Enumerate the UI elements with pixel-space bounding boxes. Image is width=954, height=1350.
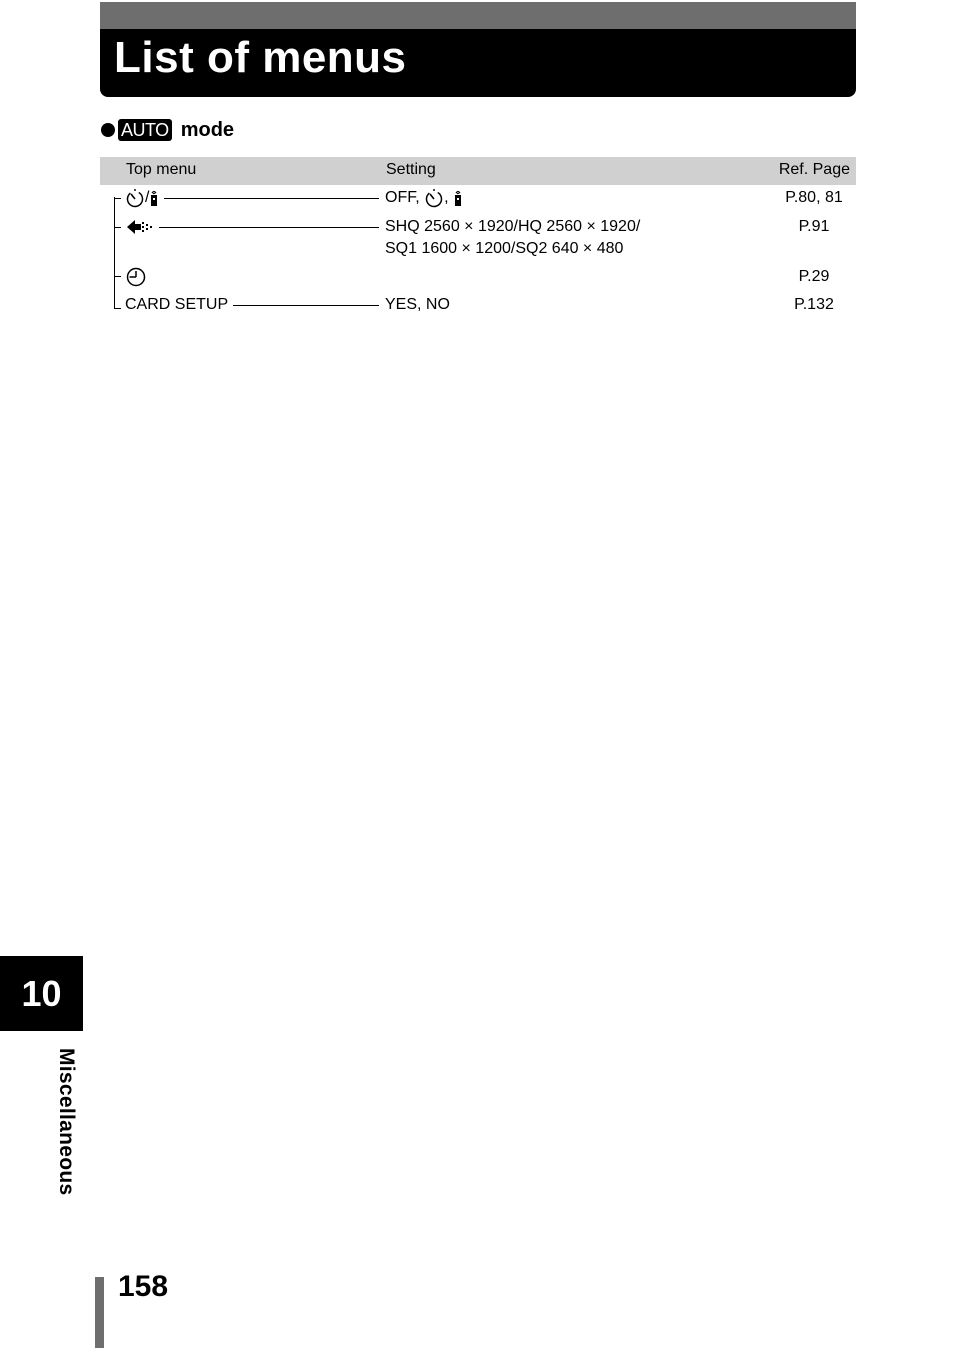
row-card-setup-menu: CARD SETUP	[125, 296, 229, 313]
clock-icon	[125, 266, 147, 288]
tree-tick	[114, 198, 121, 199]
leader-line	[159, 227, 379, 228]
icon-separator: /	[145, 189, 150, 206]
remote-control-icon	[453, 188, 463, 208]
mode-label: mode	[180, 118, 235, 141]
page-title: List of menus	[114, 33, 407, 82]
tree-vertical-line	[114, 197, 115, 309]
self-timer-icon	[424, 188, 444, 208]
leader-line	[164, 198, 379, 199]
ref-page-record-mode: P.91	[798, 218, 830, 235]
row-record-mode-menu	[125, 216, 157, 238]
bullet-icon	[101, 123, 115, 137]
title-top-strip	[100, 2, 856, 29]
setting-record-line-2: SQ1 1600 × 1200/SQ2 640 × 480	[385, 240, 624, 257]
setting-self-timer	[385, 187, 463, 209]
row-clock-menu	[125, 266, 147, 288]
tree-tick	[114, 308, 121, 309]
tree-tick	[114, 276, 121, 277]
ref-page-clock: P.29	[798, 268, 830, 285]
setting-record-mode	[385, 216, 640, 260]
setting-record-line-1: SHQ 2560 × 1920/HQ 2560 × 1920/	[385, 218, 641, 235]
auto-mode-badge: AUTO	[118, 119, 172, 141]
chapter-label: Miscellaneous	[55, 1048, 78, 1196]
page-number: 158	[118, 1270, 169, 1303]
page-number-bar	[95, 1277, 104, 1348]
tree-tick	[114, 227, 121, 228]
setting-card-setup: YES, NO	[385, 296, 450, 313]
ref-page-self-timer: P.80, 81	[785, 189, 843, 206]
header-top-menu: Top menu	[126, 161, 197, 178]
table-header	[100, 157, 856, 185]
header-setting: Setting	[386, 161, 436, 178]
leader-line	[233, 305, 379, 306]
setting-separator: ,	[444, 189, 453, 206]
header-ref-page: Ref. Page	[778, 161, 850, 178]
chapter-number-tab: 10	[0, 956, 83, 1031]
setting-off-text: OFF,	[385, 189, 425, 206]
mode-heading	[101, 117, 234, 143]
remote-control-icon	[149, 188, 159, 208]
title-banner	[100, 2, 856, 97]
record-mode-icon	[125, 217, 157, 237]
ref-page-card-setup: P.132	[794, 296, 834, 313]
row-self-timer-menu	[125, 187, 159, 209]
self-timer-icon	[125, 188, 145, 208]
